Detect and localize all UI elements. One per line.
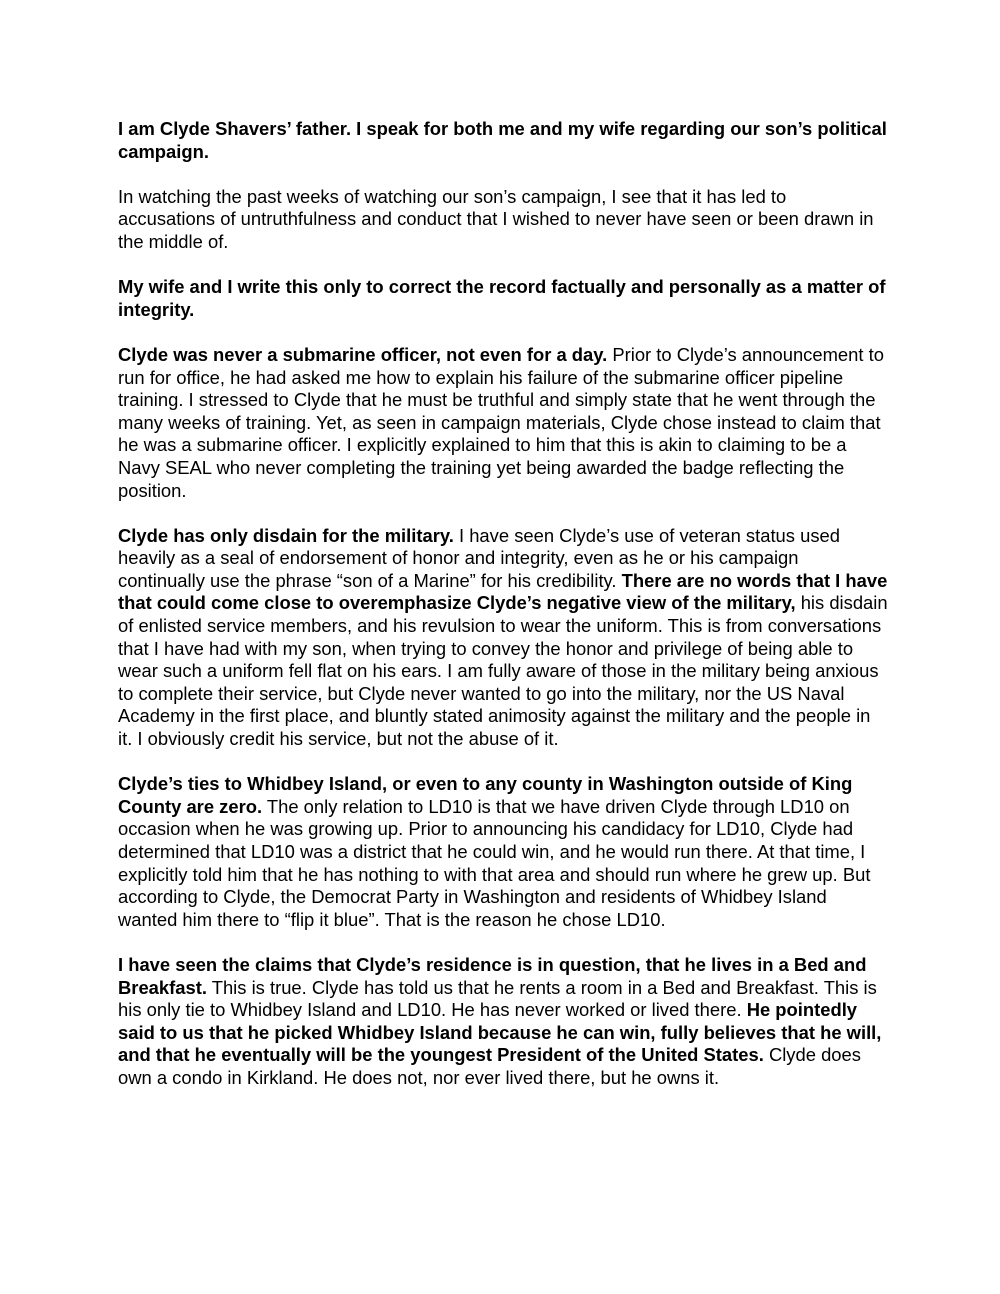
residence-emphasis: He pointedly said to us that he picked Whidbey Island because he can win, fully believes that he will, and that he eventually will be the youngest President of the United States. bbox=[118, 999, 882, 1066]
residence-text-2: Clyde does own a condo in Kirkland. He does not, nor ever lived there, but he owns it. bbox=[118, 1044, 861, 1088]
purpose-text: My wife and I write this only to correct the record factually and personally as a matter of integrity. bbox=[118, 276, 886, 320]
submarine-heading: Clyde was never a submarine officer, not even for a day. bbox=[118, 343, 608, 365]
intro-text: I am Clyde Shavers’ father. I speak for both me and my wife regarding our son’s political campaign. bbox=[118, 118, 887, 162]
paragraph-residence bbox=[118, 954, 888, 1090]
paragraph-intro bbox=[118, 118, 888, 163]
military-text-1: I have seen Clyde’s use of veteran status used heavily as a seal of endorsement of honor and integrity, even as he or his campaign continually use the phrase “son of a Marine” for his credibility. bbox=[118, 524, 840, 591]
residence-heading: I have seen the claims that Clyde’s residence is in question, that he lives in a Bed and Breakfast. bbox=[118, 953, 867, 998]
paragraph-submarine bbox=[118, 344, 888, 502]
submarine-text: Prior to Clyde’s announcement to run for office, he had asked me how to explain his failure of the submarine officer pipeline training. I stressed to Clyde that he must be truthful and simply state that he went through the many weeks of training. Yet, as seen in campaign materials, Clyde chose instead to claim that he was a submarine officer. I explicitly explained to him that this is akin to claiming to be a Navy SEAL who never completing the training yet being awarded the badge reflecting the position. bbox=[118, 343, 884, 501]
paragraph-purpose bbox=[118, 276, 888, 321]
paragraph-context bbox=[118, 186, 888, 254]
context-text: In watching the past weeks of watching our son’s campaign, I see that it has led to accusations of untruthfulness and conduct that I wished to never have seen or been drawn in the middle of. bbox=[118, 185, 874, 252]
whidbey-text: The only relation to LD10 is that we have driven Clyde through LD10 on occasion when he was growing up. Prior to announcing his candidacy for LD10, Clyde had determined that LD10 was a district that he could win, and he would run there. At that time, I explicitly told him that he has nothing to with that area and should run where he grew up. But according to Clyde, the Democrat Party in Washington and residents of Whidbey Island wanted him there to “flip it blue”. That is the reason he chose LD10. bbox=[118, 795, 871, 930]
military-heading: Clyde has only disdain for the military. bbox=[118, 524, 454, 546]
military-emphasis: There are no words that I have that could come close to overemphasize Clyde’s negative view of the military, bbox=[118, 569, 888, 614]
paragraph-whidbey-ties bbox=[118, 773, 888, 931]
residence-text-1: This is true. Clyde has told us that he rents a room in a Bed and Breakfast. This is his only tie to Whidbey Island and LD10. He has never worked or lived there. bbox=[118, 976, 877, 1021]
whidbey-heading: Clyde’s ties to Whidbey Island, or even to any county in Washington outside of King County are zero. bbox=[118, 773, 853, 817]
military-text-2: his disdain of enlisted service members, and his revulsion to wear the uniform. This is from conversations that I have had with my son, when trying to convey the honor and privilege of being able to wear such a uniform fell flat on his ears. I am fully aware of those in the military being anxious to complete their service, but Clyde never wanted to go into the military, nor the US Naval Academy in the first place, and bluntly stated animosity against the military and the people in it. I obviously credit his service, but not the abuse of it. bbox=[118, 592, 888, 750]
paragraph-military bbox=[118, 525, 888, 751]
letter-body bbox=[118, 118, 888, 1112]
